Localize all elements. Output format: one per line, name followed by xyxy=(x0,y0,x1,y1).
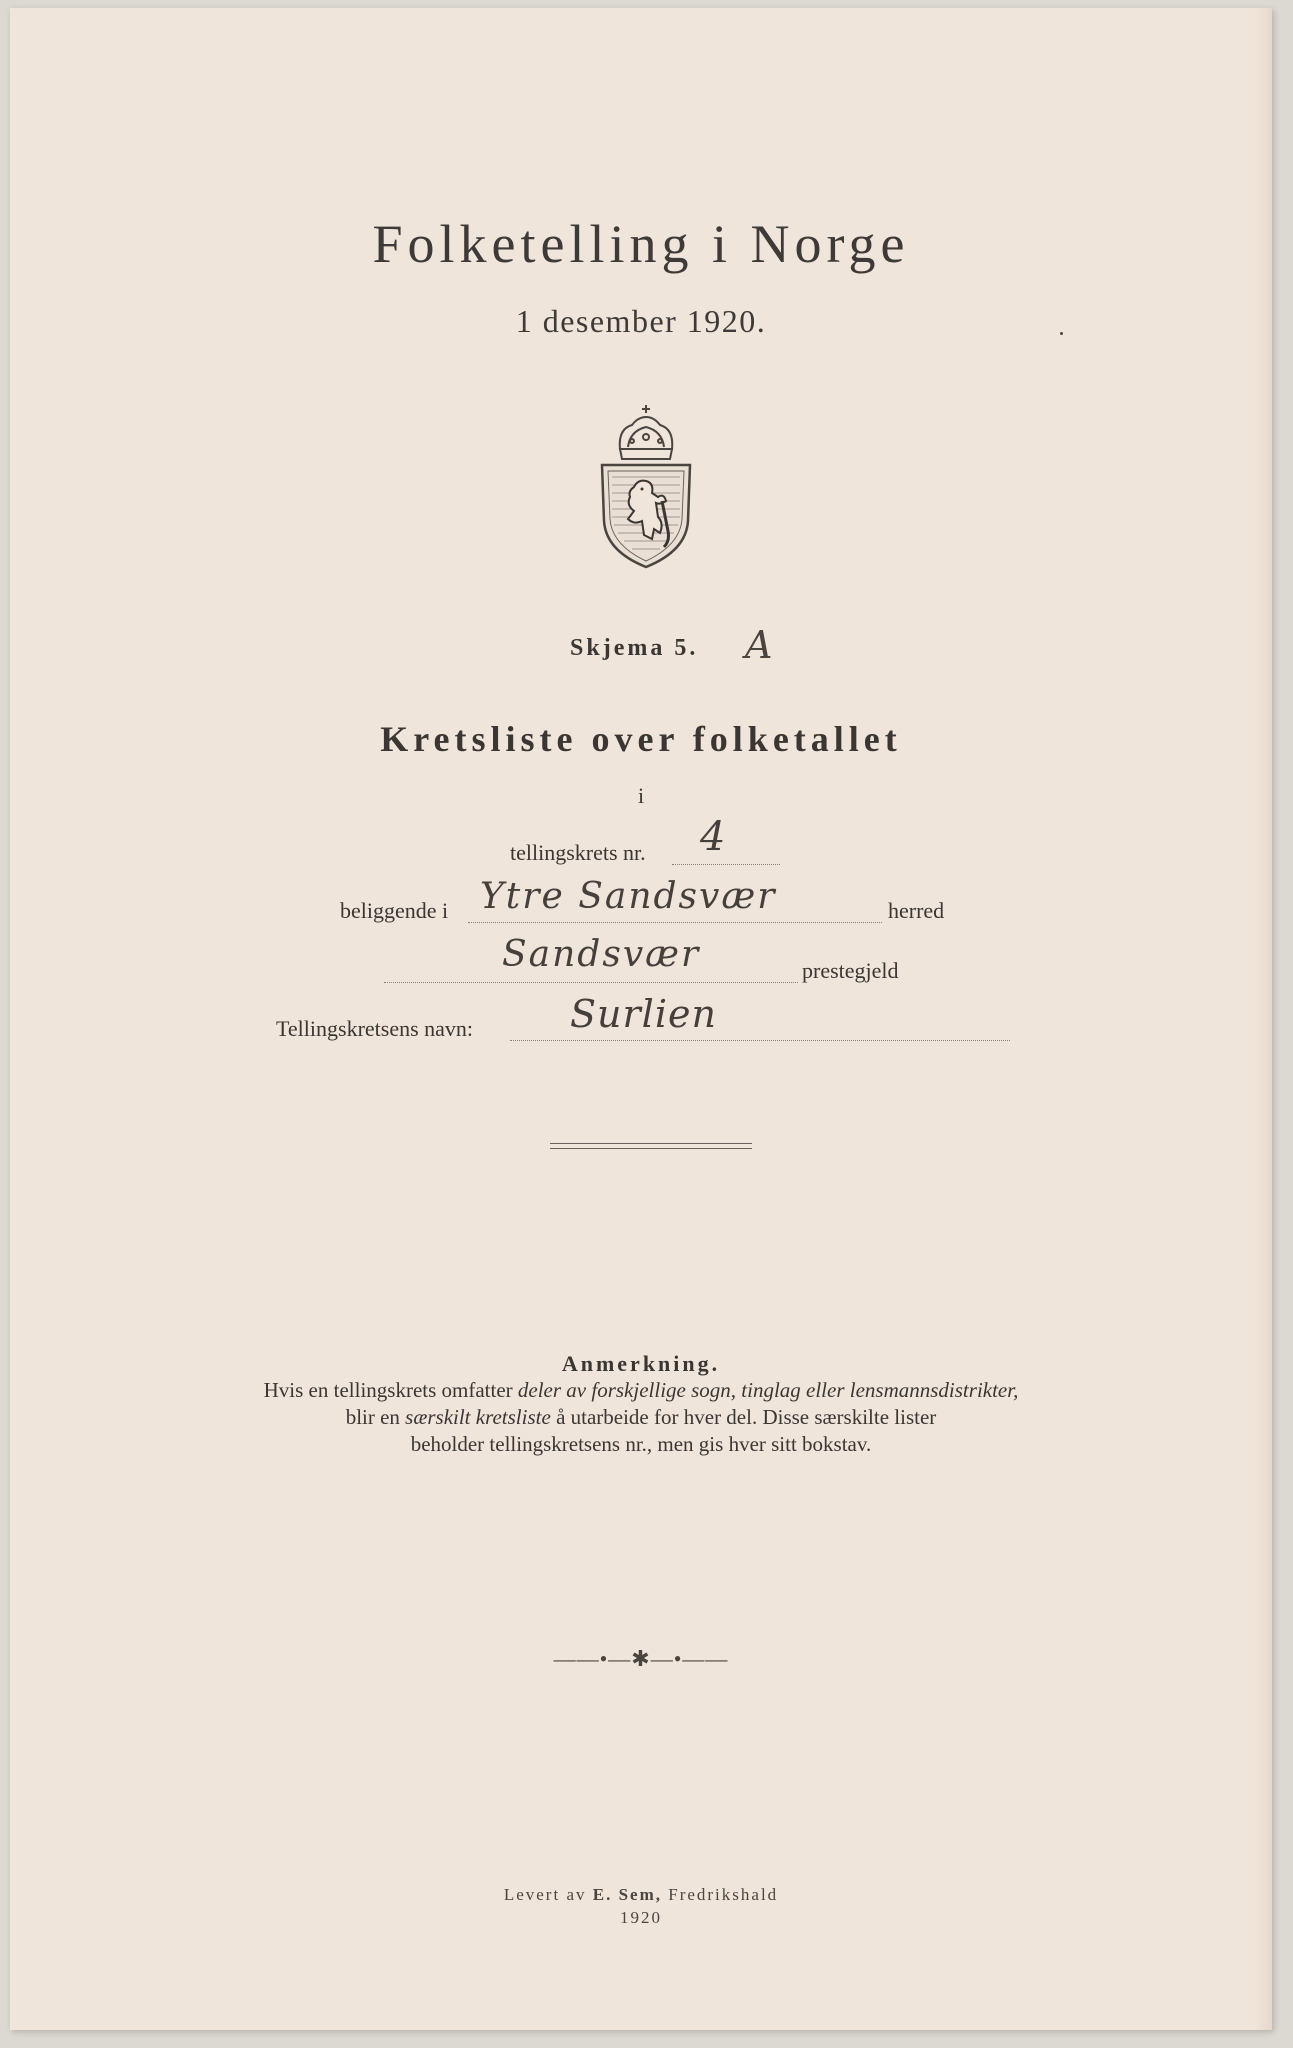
ornament-divider: ——•—✱—•—— xyxy=(553,1646,729,1671)
printer-place: Fredrikshald xyxy=(661,1885,779,1904)
prestegjeld-field-line xyxy=(384,982,798,983)
navn-field-line xyxy=(510,1040,1010,1041)
krets-number-handwritten: 4 xyxy=(700,814,726,860)
note-line-1-italic: deler av forskjellige sogn, tinglag eller lensmannsdistrikter, xyxy=(517,1378,1019,1402)
printer-name: E. Sem, xyxy=(592,1885,662,1904)
prestegjeld-handwritten: Sandsvær xyxy=(502,934,701,975)
norwegian-lion-crest-icon xyxy=(598,401,694,571)
navn-handwritten: Surlien xyxy=(570,992,717,1036)
beliggende-label: beliggende i xyxy=(340,898,449,923)
beliggende-field-line xyxy=(468,922,882,923)
note-line-2-text-a: blir en xyxy=(345,1405,406,1429)
divider-rule xyxy=(550,1143,752,1144)
navn-label: Tellingskretsens navn: xyxy=(276,1016,474,1041)
connector-word: i xyxy=(637,783,645,808)
print-year: 1920 xyxy=(620,1908,662,1927)
note-line-2-italic: særskilt kretsliste xyxy=(405,1405,551,1429)
note-heading: Anmerkning. xyxy=(561,1351,721,1376)
prestegjeld-label: prestegjeld xyxy=(802,958,899,983)
page-title: Folketelling i Norge xyxy=(372,214,910,274)
census-date: 1 desember 1920. xyxy=(515,303,767,339)
note-line-3: beholder tellingskretsens nr., men gis hver sitt bokstav. xyxy=(410,1432,872,1456)
schema-handwritten-value: A xyxy=(745,623,773,667)
form-heading: Kretsliste over folketallet xyxy=(380,719,902,759)
ink-speck xyxy=(1060,332,1063,335)
note-line-1 xyxy=(10,1378,1272,1403)
herred-label: herred xyxy=(888,898,945,923)
herred-handwritten: Ytre Sandsvær xyxy=(480,876,777,917)
krets-label: tellingskrets nr. xyxy=(510,840,646,865)
printer-credit xyxy=(10,1885,1272,1905)
note-line-2 xyxy=(10,1405,1272,1430)
census-form-page xyxy=(10,8,1272,2030)
note-line-1-text: Hvis en tellingskrets omfatter xyxy=(263,1378,518,1402)
divider-rule xyxy=(550,1148,752,1149)
schema-label: Skjema 5. xyxy=(570,635,699,661)
krets-field-line xyxy=(672,864,780,865)
printer-prefix: Levert av xyxy=(503,1885,593,1904)
note-line-2-text-b: å utarbeide for hver del. Disse særskilte lister xyxy=(550,1405,937,1429)
